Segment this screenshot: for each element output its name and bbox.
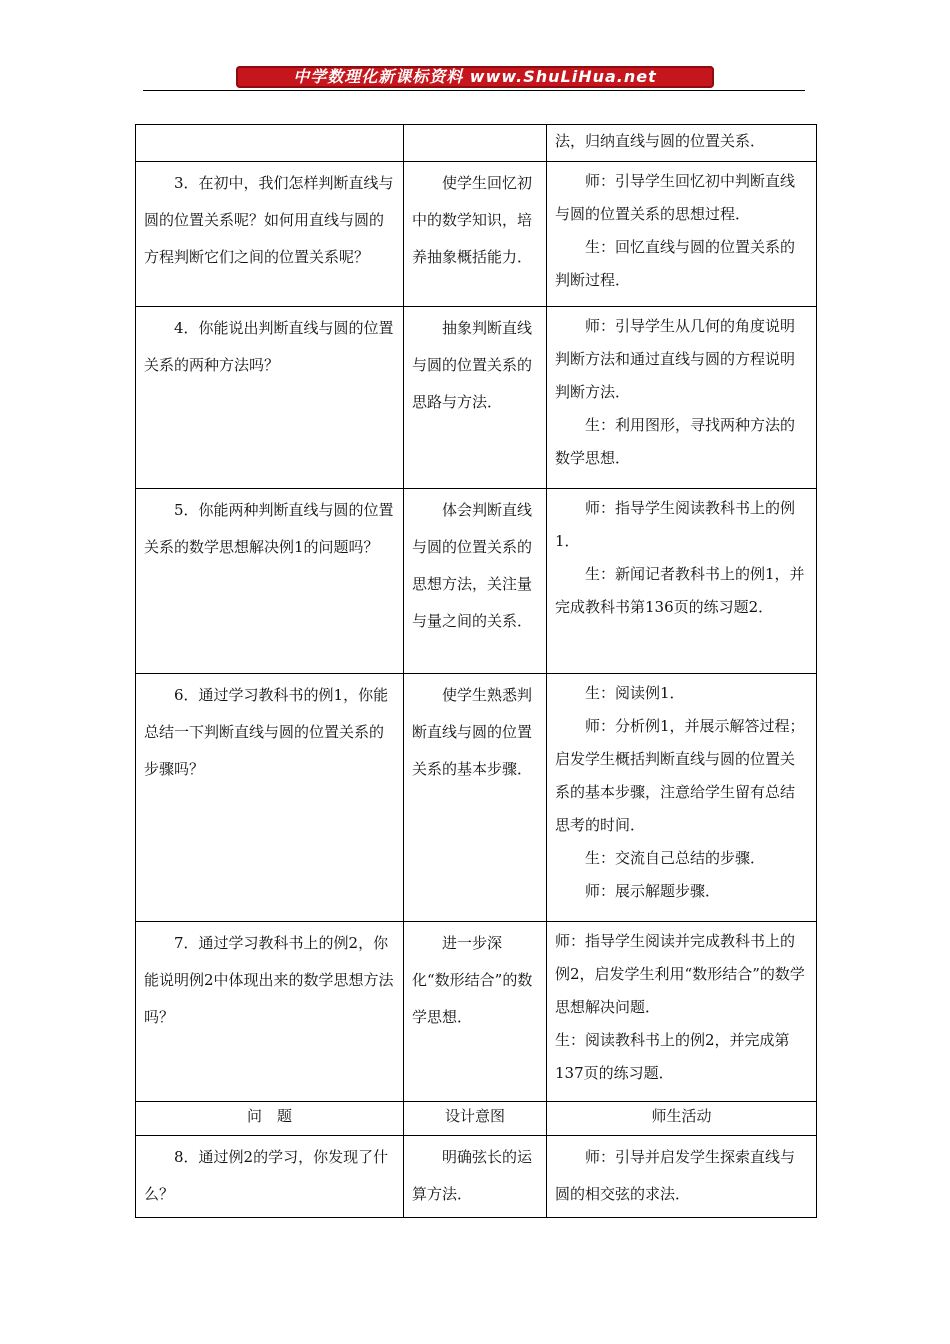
activity-line: 师：指导学生阅读教科书上的例1．: [555, 499, 796, 550]
question-cell: [136, 922, 404, 1102]
activity-cell: [547, 1136, 817, 1218]
intent-text: 体会判断直线与圆的位置关系的思想方法，关注量与量之间的关系．: [412, 501, 533, 630]
question-cell: [136, 674, 404, 922]
table-row: [136, 307, 817, 489]
activity-line: 生：阅读教科书上的例2，并完成第137页的练习题．: [555, 1031, 790, 1082]
intent-cell: [404, 162, 547, 307]
intent-cell: [404, 489, 547, 674]
question-cell: [136, 1136, 404, 1218]
activity-line: 生：利用图形，寻找两种方法的数学思想．: [555, 416, 796, 467]
activity-cell: [547, 922, 817, 1102]
activity-line: 生：交流自己总结的步骤．: [585, 849, 766, 867]
question-text: 6．通过学习教科书的例1，你能总结一下判断直线与圆的位置关系的步骤吗？: [144, 686, 389, 778]
activity-line: 生：回忆直线与圆的位置关系的判断过程．: [555, 238, 796, 289]
activity-line: 生：阅读例1．: [585, 684, 685, 702]
lesson-table: [135, 124, 817, 1218]
question-text: 3．在初中，我们怎样判断直线与圆的位置关系呢？如何用直线与圆的方程判断它们之间的位置关系呢？: [144, 174, 394, 266]
table-row: [136, 922, 817, 1102]
question-cell: [136, 489, 404, 674]
activity-line: 师：分析例1，并展示解答过程；启发学生概括判断直线与圆的位置关系的基本步骤，注意给学生留有总结思考的时间．: [555, 717, 805, 834]
intent-cell: [404, 307, 547, 489]
table-row: [136, 489, 817, 674]
question-text: 5．你能两种判断直线与圆的位置关系的数学思想解决例1的问题吗？: [144, 501, 394, 556]
activity-line: 师：引导学生回忆初中判断直线与圆的位置关系的思想过程．: [555, 172, 796, 223]
activity-line: 师：引导学生从几何的角度说明判断方法和通过直线与圆的方程说明判断方法．: [555, 317, 796, 401]
question-text: 4．你能说出判断直线与圆的位置关系的两种方法吗？: [144, 319, 394, 374]
activity-cell: [547, 125, 817, 162]
table-row: [136, 162, 817, 307]
activity-line: 师：引导并启发学生探索直线与圆的相交弦的求法．: [555, 1148, 796, 1203]
intent-text: 明确弦长的运算方法．: [412, 1148, 533, 1203]
question-cell: [136, 307, 404, 489]
header-banner-text: 中学数理化新课标资料 www.ShuLiHua.net: [293, 67, 657, 86]
activity-cell: [547, 489, 817, 674]
activity-cell: [547, 307, 817, 489]
intent-cell: [404, 674, 547, 922]
question-text: 7．通过学习教科书上的例2，你能说明例2中体现出来的数学思想方法吗？: [144, 934, 394, 1026]
table-heading-row: [136, 1102, 817, 1136]
intent-text: 进一步深化“数形结合”的数学思想．: [412, 934, 533, 1026]
header-rule: [143, 90, 805, 91]
table-row: [136, 1136, 817, 1218]
activity-cell: [547, 674, 817, 922]
intent-text: 抽象判断直线与圆的位置关系的思路与方法．: [412, 319, 533, 411]
heading-question: 问 题: [136, 1102, 404, 1136]
header-banner: [236, 66, 714, 88]
intent-cell: [404, 125, 547, 162]
intent-text: 使学生熟悉判断直线与圆的位置关系的基本步骤．: [412, 686, 533, 778]
intent-text: 使学生回忆初中的数学知识，培养抽象概括能力．: [412, 174, 533, 266]
heading-activities: 师生活动: [547, 1102, 817, 1136]
activity-line: 师：指导学生阅读并完成教科书上的例2，启发学生利用“数形结合”的数学思想解决问题．: [555, 932, 805, 1016]
table-row: [136, 674, 817, 922]
heading-intent: 设计意图: [404, 1102, 547, 1136]
question-cell: [136, 125, 404, 162]
activity-line: 生：新闻记者教科书上的例1，并完成教科书第136页的练习题2．: [555, 565, 805, 616]
intent-cell: [404, 1136, 547, 1218]
intent-cell: [404, 922, 547, 1102]
question-cell: [136, 162, 404, 307]
activity-line: 师：展示解题步骤．: [585, 882, 721, 900]
activity-cell: [547, 162, 817, 307]
question-text: 8．通过例2的学习，你发现了什么？: [144, 1148, 389, 1203]
activity-line: 法，归纳直线与圆的位置关系．: [555, 132, 766, 150]
table-row: [136, 125, 817, 162]
